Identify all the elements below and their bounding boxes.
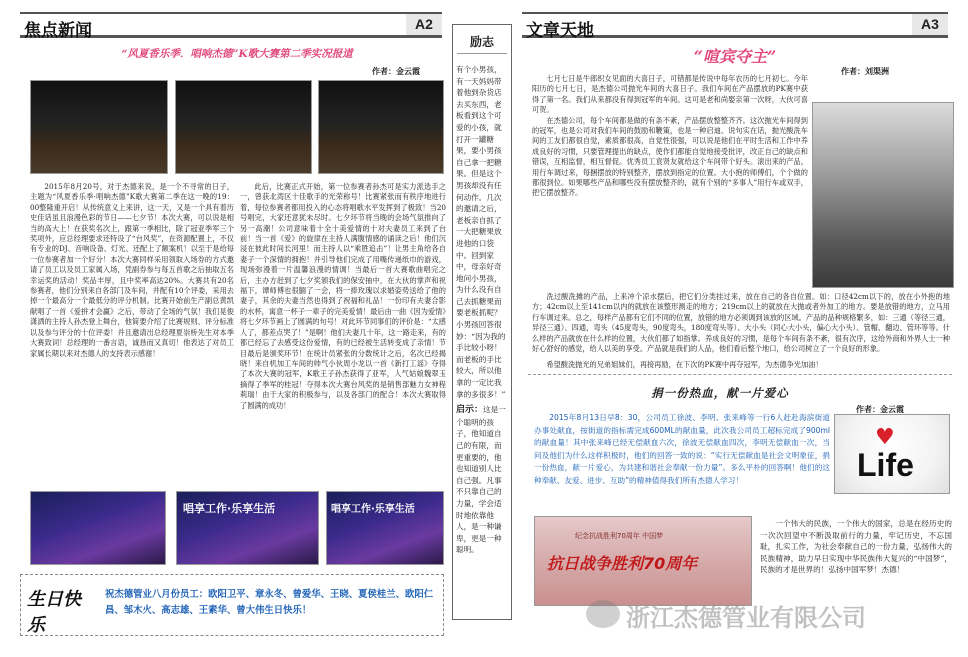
life-text: Life xyxy=(857,447,914,483)
right-article-body-top xyxy=(532,74,808,290)
anniversary-banner-title: 抗日战争胜利70周年 xyxy=(547,554,698,573)
right-article-body-end xyxy=(532,360,950,372)
inspiration-lesson-text: 这是一个聪明的孩子，他知道自己的有限，而更重要的，他也知道别人比自己强。凡事不只靠自己的力量，学会适时地依靠他人，是一种谦卑，更是一种聪明。 xyxy=(456,405,506,555)
factory-pipes-photo xyxy=(812,102,954,288)
inspiration-story: 有个小男孩，有一天妈妈带着他到杂货店去买东西，老板看到这个可爱的小孩，就打开一罐糖果，要小男孩自己拿一把糖果。但是这个男孩却没有任何动作。几次的邀请之后，老板亲自抓了一大把糖果放进他的口袋中。回到家中，母亲好奇地问小男孩，为什么没有自己去抓糖果而要老板抓呢？小男孩回答很妙：“因为我的手比较小呀！而老板的手比较大，所以他拿的一定比我拿的多很多！” xyxy=(456,65,506,399)
left-article-author: 作者：金云霞 xyxy=(372,67,420,76)
heart-icon: ♥ xyxy=(875,425,895,450)
stage-banner-text-1: 唱享工作·乐享生活 xyxy=(183,502,276,515)
blood-donation-title: 捐一份热血，献一片爱心 xyxy=(651,386,789,400)
right-article-body-bottom xyxy=(532,292,950,354)
watermark-text: 浙江杰德管业有限公司 xyxy=(626,604,866,632)
wechat-icon xyxy=(586,600,620,628)
blood-donation-body xyxy=(534,412,830,508)
life-heart-image xyxy=(834,414,950,494)
birthday-box xyxy=(20,574,444,636)
right-page-number: A3 xyxy=(912,14,948,35)
right-article-divider xyxy=(528,374,952,375)
birthday-message: 祝杰德管业八月份员工：欧阳卫平、章永冬、曾爱华、王晓、夏侯桂兰、欧阳仁昌、邹木火、高志雄、王素华、曾大伟生日快乐！ xyxy=(105,589,434,616)
right-section-title: 文章天地 xyxy=(526,21,594,41)
left-article-col1 xyxy=(30,182,234,474)
inspiration-lesson-label: 启示： xyxy=(456,405,484,416)
right-article-para-1: 七月七日是牛郎织女见面的大喜日子，可错都是传说中每年农历的七月初七。今年阳历的七月七日，是杰德公司抛光车间的大喜日子。我们车间在产品摆放的PK赛中获得了第一名。我们从来都没有得到冠军的车间。这可是老和尚娶亲第一次呀，大伙可喜可贺。 xyxy=(532,74,808,115)
right-article-para-3: 洗过酸洗摊的产品，上来冲个凉水摆后，把它们分类挂过来，放在自己的各自位置。如：口径42cm以下的，放在小外抱的地方；42cm以上至141cm以内的就放在该整形测走的地方；219cm以上的就放在大抛或者外加工的地方。要是放错的地方，立马用行车调过来。总之，每样产品都有它们不同的位置，放错的地方必须调到该放的区域。产品的品种规格繁多，如：三通（等径三通，异径三通）、四通，弯头（45度弯头，90度弯头，180度弯头等）、大小头（同心大小头，偏心大小头）、管帽、翻边、管环等等。什么样的产品就放在什么样的位置，大伙们都了如指掌。养成良好的习惯，是每个车间有条不紊，很有次序，这给外商和外界人士一种好心舒好的感觉，给人以美的享受。产品就是我们的人品，他们看后整个地口，给公司树立了一个良好的形象。 xyxy=(532,292,950,354)
k-song-photo-3 xyxy=(318,80,444,174)
stage-banner-text-2: 唱享工作·乐享生活 xyxy=(331,504,415,515)
right-article-title: “喧宾夺主” xyxy=(693,47,777,66)
k-song-photo-2 xyxy=(175,80,312,174)
blood-donation-text: 2015年8月13日早8：30，公司员工徐波、李明、张来峰等一行6人赶赴海滨街道办事处献血，按街道的指标需完成600ML的献血量，此次我公司员工超标完成了900ml的献血量！其中张来峰已经无偿献血六次，徐波无偿献血四次，李明无偿献血一次，当问及他们为什么这样积极时，他们的回答一致的说：“实行无偿献血是社会文明象征，捐一份热血，献一片爱心，为共建和谐社会奉献一份力量”。多么平朴的回答啊！他们的这种奉献、友爱、进步、互助”的精神值得我们所有杰德人学习！ xyxy=(534,413,830,485)
stage-photo-1 xyxy=(30,491,166,565)
left-article-col2-text: 此后，比赛正式开始，第一位参赛者孙杰可是实力派选手之一，曾获北湾区十佳歌手的光荣称号！比赛紧张而有秩序地进行着，每位参赛者都用投入的心态将唱歌水平发挥到了极致！当20号唱完，大家还意犹未尽时。七夕环节将当晚的会场气氛推向了另一高潮！公司意味着十全十美爱情的十对夫妻员工来到了台前！当一首《爱》的旋律在主持人满腹情感的诵读之后！他们沉浸在彼此时间长河里！而主持人以“乘胜追击”！让男主角给各自妻子一个深情的拥抱！并引导他们完成了用嘴传递纸巾的游戏，现场弥漫着一片温馨浪漫的情调！当最后一首大赛歌曲唱完之后，主办方赶到了七夕奖颁我们的保安抽中，在大伙的掌声和祝福下，谭师傅也很腼了一会，将一捧玫瑰以求婚姿势送给了他的妻子，其余的夫妻当然也得到了祝福和礼品！一份印有夫妻合影的水杯，寓意一杯子一辈子的完美爱情！最后由一曲《因为爱情》将七夕环节画上了圆满的句号！对此环节同事们的评价是：“太感人了，都差点哭了！”是啊！他们夫妻几十年，这一路走来，有的都已经忘了去感受这份爱情，有的已经被生活转变成了亲情！节目最后是颁奖环节！在统计员紧张的分数统计之后，名次已经揭晓！来自机加工车间的帅气小伙周小龙以一首《新打工谣》夺得了本次大赛的冠军，K歌王子孙杰获得了亚军，人气姑娘魏翠玉摘得了季军的桂冠！夺得本次大赛台风奖的是销售部魅力女神程莉瑞！由于大家的积极参与，以及各部门的配合！本次大赛取得了圆满的成功！ xyxy=(240,182,446,410)
anniversary-banner xyxy=(534,516,752,606)
inspiration-body xyxy=(453,60,511,560)
stage-photo-3 xyxy=(326,491,444,565)
right-article-author: 作者：刘渠洲 xyxy=(841,67,889,76)
inspiration-heading: 励志 xyxy=(469,35,494,49)
left-section-title: 焦点新闻 xyxy=(24,21,92,41)
company-watermark xyxy=(586,596,966,640)
left-article-col2 xyxy=(240,182,446,484)
closing-paragraph xyxy=(760,518,952,602)
closing-paragraph-text: 一个伟大的民族，一个伟大的国家，总是在经历史的一次次回望中不断汲取前行的力量，牢记历史，不忘国耻，扎实工作，为社会奉献自己的一份力量，弘扬伟大的民族精神，助力早日实现中华民族伟大复兴的“中国梦”，民族的才是世界的！弘扬中国军梦！杰德！ xyxy=(760,519,952,575)
inspiration-sidebar xyxy=(452,24,512,620)
left-article-col1-text: 2015年8月20号，对于杰德来说，是一个不寻常的日子，主题为“风夏香乐季·唱响杰德”K歌大赛第二季在这一晚的19：00整隆重开启！从传统意义上来讲，这一天，又是一个具有着历史佳话虽且浪漫色彩的节日——七夕节！本次大赛，可以说是相当的高大上！在获奖名次上，跟第一季相比，除了冠亚季军三个奖项外，应总经理要求还特设了“台风奖”，在资源配置上，不仅有专业的DJ、音响设备、灯光、还配上了额案机！以至于是给每一位参赛者加一个好分！本次大赛同样采用领取入场券的方式邀请了员工以及员工家属入场，凭副券参与每五首歌之后抽取五名幸运奖的活动！奖品丰厚，且中奖率高达20%。大赛共有20名参赛者，他们分别来自各部门及车间，并配有10个评委，采用去掉一个最高分一个最低分的评分机制。比赛开始前生产副总黄凯献唱了一首《爱拼才会赢》之后，带动了全场的气氛！我们晃俊潇洒的主持人孙杰登上舞台，他简要介绍了比赛规则、评分标准以及参与评分的十位评委！并且邀请出总经理夏崇桥先生对本季大赛致词！总经理的一番言语，诚恳而又真切！他表达了对员工家属长期以来对杰德人的支持表示感谢！ xyxy=(30,182,234,358)
stage-photo-2 xyxy=(176,491,319,565)
right-section-header xyxy=(522,12,948,41)
left-section-header xyxy=(20,12,442,41)
anniversary-banner-subtitle: 纪念抗战胜利70周年 中国梦 xyxy=(575,532,664,540)
birthday-label: 生日快乐 xyxy=(27,589,81,636)
left-article-title: “风夏香乐季．唱响杰德”K歌大赛第二季实况报道 xyxy=(121,48,353,60)
left-page-number: A2 xyxy=(406,14,442,35)
inspiration-heading-divider xyxy=(457,53,507,54)
right-article-para-2: 在杰德公司，每个车间都是做的有条不紊，产品摆放整整齐齐。这次抛光车间得到的冠军，也是公司对我们车间的鼓励和鞭策，也是一种启迪。说句实在话，抛光酸洗车间的工友们都很自觉，素质都很高，自觉性很强，可以说是他们在平时生活和工作中养成良好的习惯，只要管理提出的缺点，使作们都能自觉地接受批评，改正自己的缺点和错误，互相监督，相互督促。优秀员工袁贤友就给这个车间带个好头。滚出来的产品，用行车调过来，每捆摆放的特别整齐，摆放到指定的位置。大小抱的师傅们，个个做的都很到位。如果哪些产品和哪些没有摆放整齐的，就有个别的“多事人”用行车或双手，把它摆放整齐。 xyxy=(532,115,808,198)
blood-donation-author: 作者：金云霞 xyxy=(856,405,904,414)
k-song-photo-1 xyxy=(30,80,168,174)
right-article-para-4: 希望酸洗抛光的兄弟姐妹们，再接再励，在下次的PK赛中再夺冠军，为杰德争光加油！ xyxy=(546,360,823,369)
